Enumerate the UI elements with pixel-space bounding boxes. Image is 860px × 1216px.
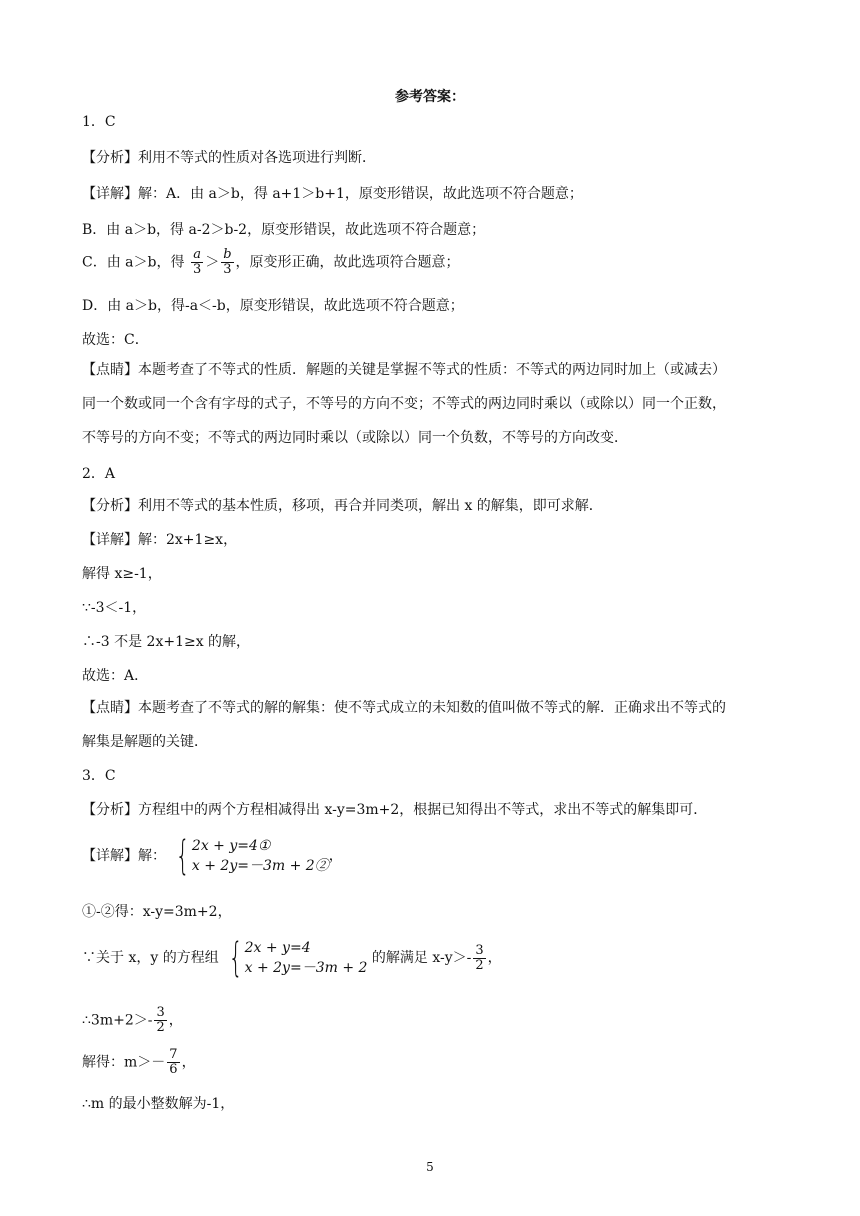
q3-l3-pre: ∴3m+2＞- [82, 1012, 153, 1029]
page-number: 5 [426, 1160, 434, 1174]
q3-line-3 [82, 1006, 183, 1035]
q1-c-num1: a [191, 248, 203, 263]
q1-c-num2: b [223, 247, 232, 262]
q3-detail-pre: 【详解】解： [82, 848, 166, 864]
q2-line-2: ∵-3＜-1， [82, 600, 147, 616]
q1-comment-1: 【点睛】本题考查了不等式的性质．解题的关键是掌握不等式的性质：不等式的两边同时加上（或减去） [82, 362, 726, 378]
q3-detail-post: ， [328, 848, 343, 864]
q1-c-post: ，原变形正确，故此选项符合题意； [235, 254, 460, 271]
q3-l4-fraction [167, 1048, 179, 1077]
q1-option-c [82, 248, 460, 277]
q2-comment-2: 解集是解题的关键． [82, 734, 208, 750]
q2-analysis: 【分析】利用不等式的基本性质，移项，再合并同类项，解出 x 的解集，即可求解． [82, 498, 603, 514]
q1-c-den2: 3 [223, 262, 232, 277]
q2-head: 2．A [82, 466, 116, 482]
q3-l2-equation-system [223, 935, 368, 981]
q3-line-2 [82, 935, 502, 981]
q3-analysis: 【分析】方程组中的两个方程相减得出 x-y=3m+2，根据已知得出不等式，求出不等式的解集即可． [82, 802, 708, 818]
q3-l3-num: 3 [156, 1005, 165, 1020]
q1-analysis: 【分析】利用不等式的性质对各选项进行判断． [82, 150, 376, 166]
q3-l2-fraction [473, 944, 485, 973]
q3-equation-2: x + 2y=－3m + 2② [191, 858, 329, 874]
page-title: 参考答案： [395, 89, 465, 105]
q2-detail: 【详解】解：2x+1≥x， [82, 532, 238, 548]
q3-equation-system [170, 833, 329, 879]
q3-l2-equation-2: x + 2y=－3m + 2 [244, 960, 368, 976]
q2-choice: 故选：A． [82, 668, 149, 684]
q3-detail [82, 833, 343, 879]
q1-choice: 故选：C． [82, 332, 149, 348]
brace-icon: { [228, 935, 243, 981]
q1-option-b: B．由 a＞b，得 a-2＞b-2，原变形错误，故此选项不符合题意； [82, 222, 486, 238]
q1-detail-a: 【详解】解：A．由 a＞b，得 a+1＞b+1，原变形错误，故此选项不符合题意； [82, 186, 583, 202]
q1-comment-2: 同一个数或同一个含有字母的式子，不等号的方向不变；不等式的两边同时乘以（或除以）同一个正数， [82, 396, 726, 412]
q2-line-3: ∴-3 不是 2x+1≥x 的解， [82, 634, 251, 650]
q3-l2-equation-1: 2x + y=4 [244, 940, 311, 956]
q3-l3-fraction [154, 1006, 166, 1035]
q1-head: 1．C [82, 114, 116, 130]
q3-equation-1: 2x + y=4① [191, 838, 271, 854]
brace-icon: { [176, 833, 191, 879]
q1-option-d: D．由 a＞b，得-a＜-b，原变形错误，故此选项不符合题意； [82, 298, 464, 314]
q3-l2-post: ， [487, 950, 502, 966]
q3-line-4 [82, 1048, 196, 1077]
q3-head: 3．C [82, 768, 116, 784]
q3-l3-post: ， [168, 1012, 183, 1029]
q1-c-fraction-1 [191, 248, 203, 277]
q3-l2-num: 3 [475, 942, 484, 958]
q3-l2-mid: 的解满足 x-y＞- [371, 950, 472, 966]
q3-l4-den: 6 [169, 1062, 178, 1077]
q1-c-gt: ＞ [205, 254, 220, 271]
q1-c-pre: C．由 a＞b，得 [82, 254, 185, 271]
q1-c-den1: 3 [192, 262, 202, 277]
q3-l4-post: ， [181, 1054, 196, 1071]
q1-comment-3: 不等号的方向不变；不等式的两边同时乘以（或除以）同一个负数，不等号的方向改变． [82, 430, 628, 446]
q2-line-1: 解得 x≥-1， [82, 566, 162, 582]
q3-l2-pre: ∵关于 x，y 的方程组 [82, 950, 219, 966]
q3-l3-den: 2 [156, 1020, 165, 1035]
q3-l4-num: 7 [169, 1047, 178, 1062]
q2-comment-1: 【点睛】本题考查了不等式的解的解集：使不等式成立的未知数的值叫做不等式的解．正确求出不等式的 [82, 700, 726, 716]
q3-line-5: ∴m 的最小整数解为-1， [82, 1096, 235, 1112]
q1-c-fraction-2 [221, 248, 233, 277]
q3-l2-den: 2 [475, 957, 484, 973]
q3-line-1: ①-②得：x-y=3m+2， [82, 904, 232, 920]
q3-l4-pre: 解得：m＞－ [82, 1054, 166, 1071]
